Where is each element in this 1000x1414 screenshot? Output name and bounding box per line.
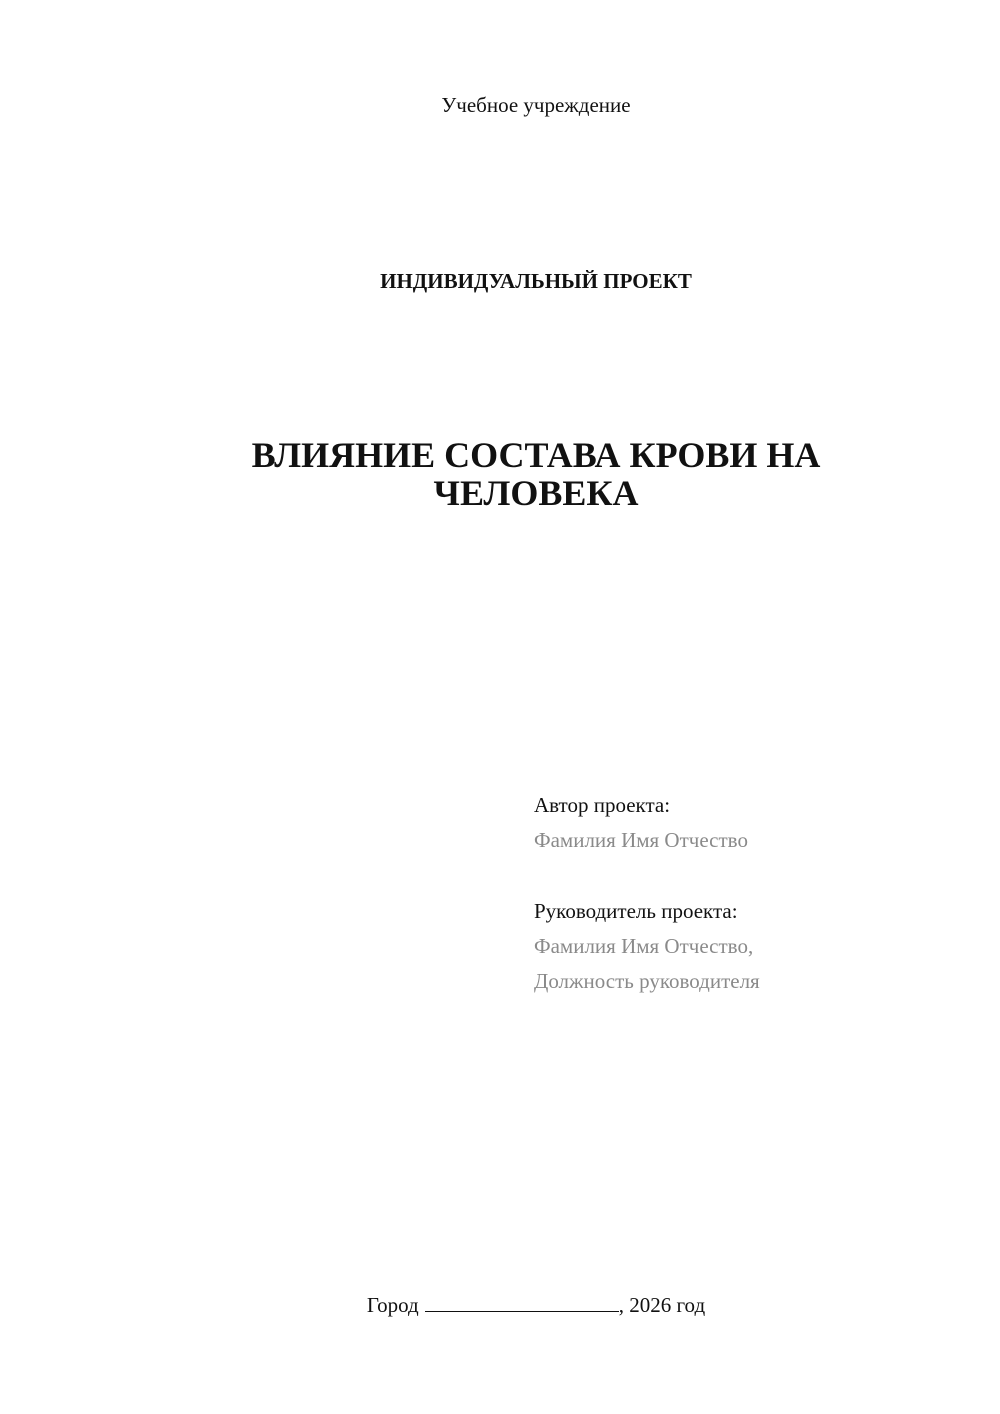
supervisor-name: Фамилия Имя Отчество, xyxy=(534,934,754,958)
author-label: Автор проекта: xyxy=(534,793,671,817)
institution-name: Учебное учреждение xyxy=(441,93,631,117)
supervisor-block xyxy=(534,894,974,999)
supervisor-position: Должность руководителя xyxy=(534,969,760,993)
project-title-line-1: ВЛИЯНИЕ СОСТАВА КРОВИ НА xyxy=(251,435,821,475)
year-text: , 2026 год xyxy=(618,1293,706,1317)
author-name: Фамилия Имя Отчество xyxy=(534,828,748,852)
project-type-heading: ИНДИВИДУАЛЬНЫЙ ПРОЕКТ xyxy=(380,269,692,293)
city-label: Город xyxy=(366,1293,419,1317)
credits-section xyxy=(534,788,974,999)
author-block xyxy=(534,788,974,858)
city-blank-line xyxy=(425,1293,619,1312)
project-title-line-2: ЧЕЛОВЕКА xyxy=(433,473,639,513)
project-title xyxy=(200,436,872,512)
supervisor-label: Руководитель проекта: xyxy=(534,899,738,923)
footer-city-year xyxy=(0,1290,1000,1320)
